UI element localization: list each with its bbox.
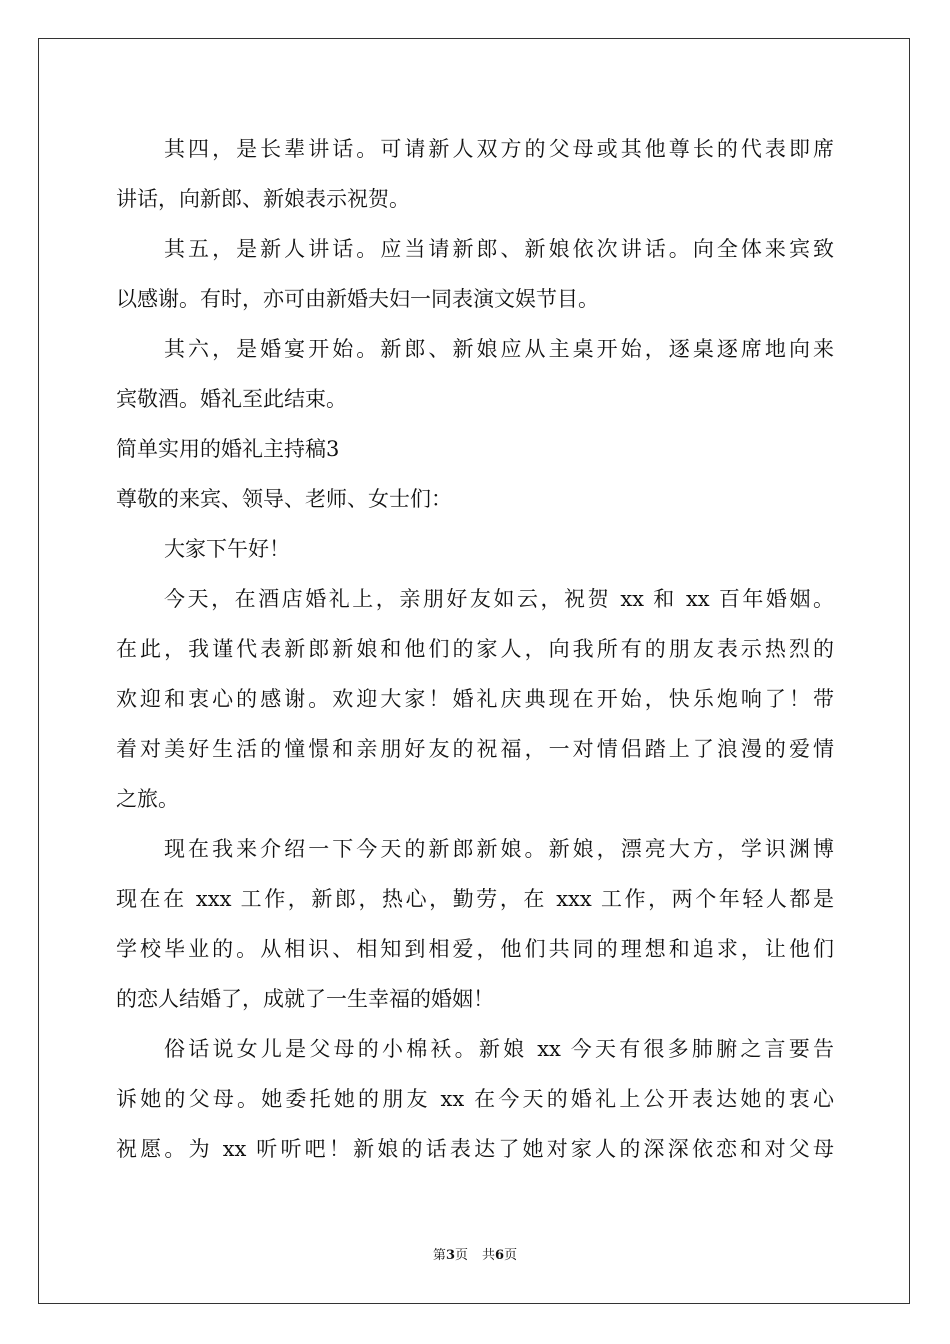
paragraph-line: 之旅。 — [116, 787, 179, 811]
salutation: 尊敬的来宾、领导、老师、女士们： — [116, 487, 452, 511]
paragraph-line: 其五，是新人讲话。应当请新郎、新娘依次讲话。向全体来宾致 — [164, 237, 834, 261]
document-body — [116, 124, 834, 1174]
greeting: 大家下午好！ — [164, 537, 290, 561]
paragraph-line: 祝愿。为 xx 听听吧！新娘的话表达了她对家人的深深依恋和对父母 — [116, 1137, 834, 1161]
page-current: 3 — [445, 1248, 455, 1263]
paragraph-line: 其四，是长辈讲话。可请新人双方的父母或其他尊长的代表即席 — [164, 137, 834, 161]
page-footer — [0, 1244, 950, 1263]
paragraph-line: 的恋人结婚了，成就了一生幸福的婚姻！ — [116, 987, 494, 1011]
paragraph-line: 现在在 xxx 工作，新郎，热心，勤劳，在 xxx 工作，两个年轻人都是 — [116, 887, 834, 911]
paragraph-line: 讲话，向新郎、新娘表示祝贺。 — [116, 187, 410, 211]
paragraph-line: 着对美好生活的憧憬和亲朋好友的祝福，一对情侣踏上了浪漫的爱情 — [116, 737, 834, 761]
paragraph-line: 现在我来介绍一下今天的新郎新娘。新娘，漂亮大方，学识渊博 — [164, 837, 834, 861]
page-total: 6 — [495, 1248, 505, 1263]
paragraph-line: 以感谢。有时，亦可由新婚夫妇一同表演文娱节目。 — [116, 287, 599, 311]
section-heading: 简单实用的婚礼主持稿3 — [116, 437, 340, 461]
paragraph-line: 欢迎和衷心的感谢。欢迎大家！婚礼庆典现在开始，快乐炮响了！带 — [116, 687, 834, 711]
total-prefix: 共 — [482, 1248, 496, 1263]
paragraph-line: 其六，是婚宴开始。新郎、新娘应从主桌开始，逐桌逐席地向来 — [164, 337, 834, 361]
paragraph-line: 诉她的父母。她委托她的朋友 xx 在今天的婚礼上公开表达她的衷心 — [116, 1087, 834, 1111]
paragraph-line: 俗话说女儿是父母的小棉袄。新娘 xx 今天有很多肺腑之言要告 — [164, 1037, 834, 1061]
paragraph-line: 宾敬酒。婚礼至此结束。 — [116, 387, 347, 411]
paragraph-line: 学校毕业的。从相识、相知到相爱，他们共同的理想和追求，让他们 — [116, 937, 834, 961]
page-prefix: 第 — [432, 1248, 446, 1263]
paragraph-line: 在此，我谨代表新郎新娘和他们的家人，向我所有的朋友表示热烈的 — [116, 637, 834, 661]
total-unit: 页 — [504, 1248, 518, 1263]
paragraph-line: 今天，在酒店婚礼上，亲朋好友如云，祝贺 xx 和 xx 百年婚姻。 — [164, 587, 834, 611]
page-unit: 页 — [454, 1248, 468, 1263]
